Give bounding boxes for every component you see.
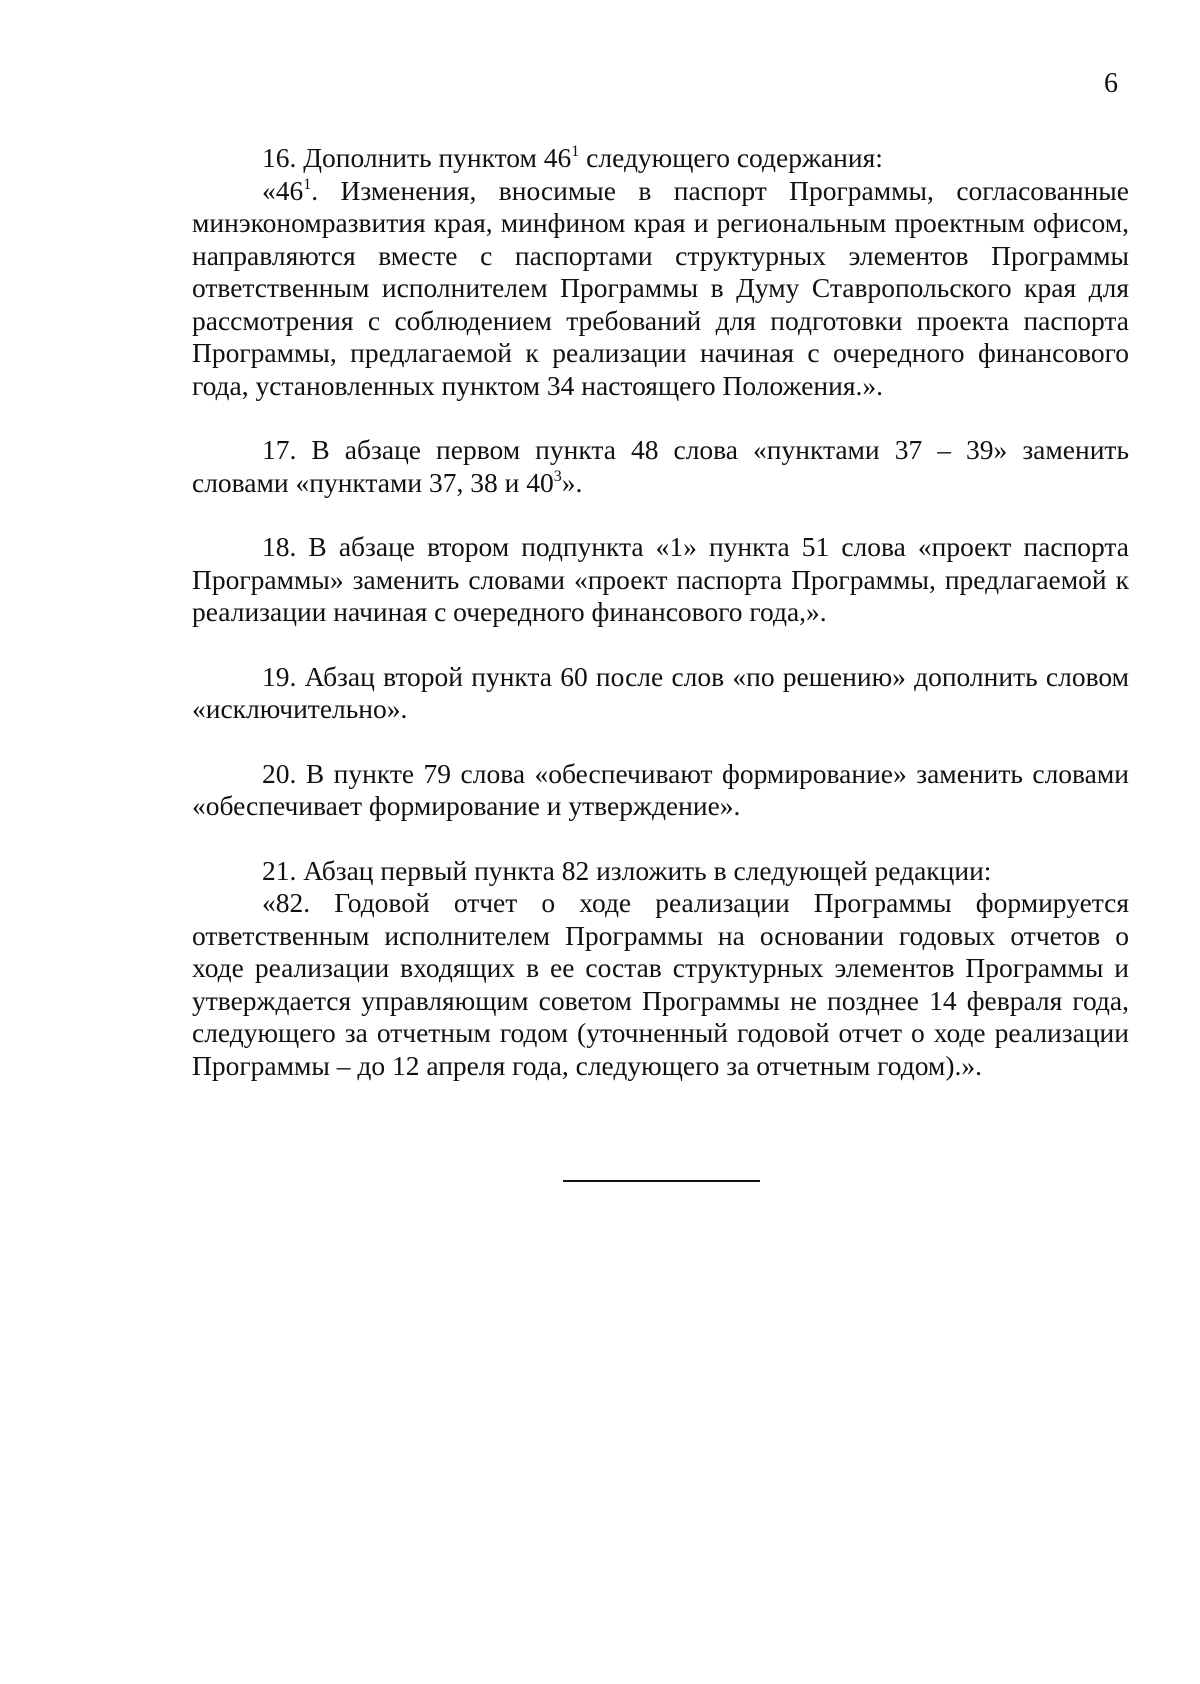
paragraph — [192, 434, 1129, 499]
paragraph-text: 16. Дополнить пунктом 46 — [262, 142, 572, 173]
document-body — [192, 142, 1129, 1082]
amendment-item-16 — [192, 142, 1129, 402]
superscript: 3 — [553, 467, 562, 485]
paragraph-text-tail: ». — [561, 466, 583, 498]
superscript: 1 — [303, 175, 312, 193]
paragraph — [192, 175, 1129, 403]
paragraph-text-tail: следующего содержания: — [579, 142, 883, 173]
amendment-item-20 — [192, 758, 1129, 823]
superscript: 1 — [571, 143, 580, 160]
paragraph-text: «82. Годовой отчет о ходе реализации Программы формируется ответственным исполнителем Программы на основании годовых отчетов о ходе реализации входящих в ее состав структурных элементов Программы и утверждается управляющим советом Программы не позднее 14 февраля года, следующего за отчетным годом (уточненный годовой отчет о ходе реализации Программы – до 12 апреля года, следующего за отчетным годом).». — [192, 887, 1129, 1081]
paragraph-text: «46 — [262, 174, 304, 206]
paragraph — [192, 758, 1129, 823]
paragraph — [192, 887, 1129, 1082]
paragraph-text: 20. В пункте 79 слова «обеспечивают формирование» заменить словами «обеспечивает формирование и утверждение». — [192, 757, 1129, 821]
paragraph — [192, 142, 1129, 175]
paragraph-text: 19. Абзац второй пункта 60 после слов «по решению» дополнить словом «исключительно». — [192, 660, 1129, 724]
paragraph — [192, 531, 1129, 629]
end-of-document-rule — [563, 1180, 760, 1182]
paragraph-text: 17. В абзаце первом пункта 48 слова «пунктами 37 – 39» заменить словами «пунктами 37, 38 и 40 — [192, 434, 1129, 498]
paragraph — [192, 661, 1129, 726]
paragraph-text-tail: . Изменения, вносимые в паспорт Программы, согласованные минэкономразвития края, минфином края и региональным проектным офисом, направляются вместе с паспортами структурных элементов Программы ответственным исполнителем Программы в Думу Ставропольского края для рассмотрения с соблюдением требований для подготовки проекта паспорта Программы, предлагаемой к реализации начиная с очередного финансового года, установленных пунктом 34 настоящего Положения.». — [192, 174, 1129, 401]
amendment-item-18 — [192, 531, 1129, 629]
amendment-item-17 — [192, 434, 1129, 499]
amendment-item-21 — [192, 855, 1129, 1083]
amendment-item-19 — [192, 661, 1129, 726]
page-number: 6 — [1104, 68, 1118, 99]
paragraph-text: 18. В абзаце втором подпункта «1» пункта 51 слова «проект паспорта Программы» заменить словами «проект паспорта Программы, предлагаемой к реализации начиная с очередного финансового года,». — [192, 531, 1129, 627]
paragraph — [192, 855, 1129, 888]
paragraph-text: 21. Абзац первый пункта 82 изложить в следующей редакции: — [262, 854, 992, 886]
